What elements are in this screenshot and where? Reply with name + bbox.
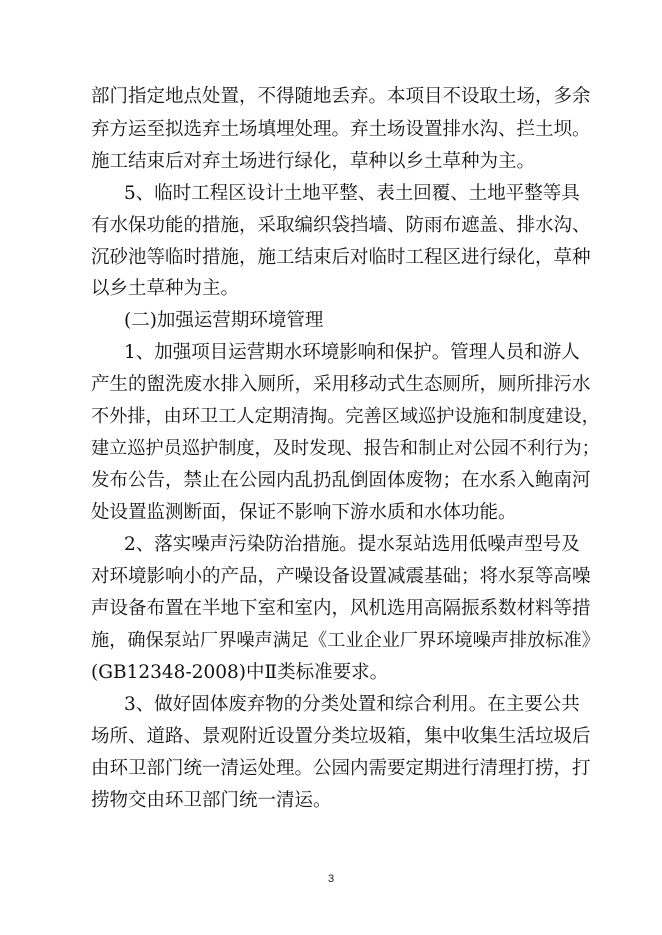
paragraph-start-line: 3、做好固体废弃物的分类处置和综合利用。在主要公共 (124, 694, 580, 715)
page-number: 3 (327, 873, 335, 885)
paragraph-start-line: 5、临时工程区设计土地平整、表土回覆、土地平整等具 (124, 183, 580, 204)
text-line: 产生的盥洗废水排入厕所，采用移动式生态厕所，厕所排污水 (91, 374, 591, 395)
text-line: 不外排，由环卫工人定期清掏。完善区域巡护设施和制度建设， (91, 406, 600, 427)
text-line: 以乡土草种为主。 (91, 278, 240, 299)
text-line: 施工结束后对弃土场进行绿化，草种以乡土草种为主。 (91, 151, 536, 172)
text-line: 有水保功能的措施，采取编织袋挡墙、防雨布遮盖、排水沟、 (91, 215, 591, 236)
text-line: 施，确保泵站厂界噪声满足《工业企业厂界环境噪声排放标准》 (91, 630, 600, 651)
text-line: 对环境影响小的产品，产噪设备设置减震基础；将水泵等高噪 (91, 566, 591, 587)
text-line: 沉砂池等临时措施，施工结束后对临时工程区进行绿化，草种 (91, 247, 591, 268)
paragraph-start-line: 1、加强项目运营期水环境影响和保护。管理人员和游人 (124, 342, 580, 363)
text-line: (GB12348-2008)中Ⅱ类标准要求。 (91, 662, 389, 683)
text-line: 弃方运至拟选弃土场填埋处理。弃土场设置排水沟、拦土坝。 (91, 119, 591, 140)
text-line: 由环卫部门统一清运处理。公园内需要定期进行清理打捞，打 (91, 758, 591, 779)
text-line: 发布公告，禁止在公园内乱扔乱倒固体废物；在水系入鲍南河 (91, 470, 591, 491)
text-line: 处设置监测断面，保证不影响下游水质和水体功能。 (91, 502, 517, 523)
text-line: 场所、道路、景观附近设置分类垃圾箱，集中收集生活垃圾后 (91, 726, 591, 747)
text-line: 建立巡护员巡护制度，及时发现、报告和制止对公园不利行为； (91, 438, 600, 459)
text-line: 捞物交由环卫部门统一清运。 (91, 790, 332, 811)
paragraph-start-line: 2、落实噪声污染防治措施。提水泵站选用低噪声型号及 (124, 534, 580, 555)
text-line: 声设备布置在半地下室和室内，风机选用高隔振系数材料等措 (91, 598, 591, 619)
text-line: 部门指定地点处置，不得随地丢弃。本项目不设取土场，多余 (91, 86, 591, 107)
section-heading: (二)加强运营期环境管理 (124, 310, 324, 331)
